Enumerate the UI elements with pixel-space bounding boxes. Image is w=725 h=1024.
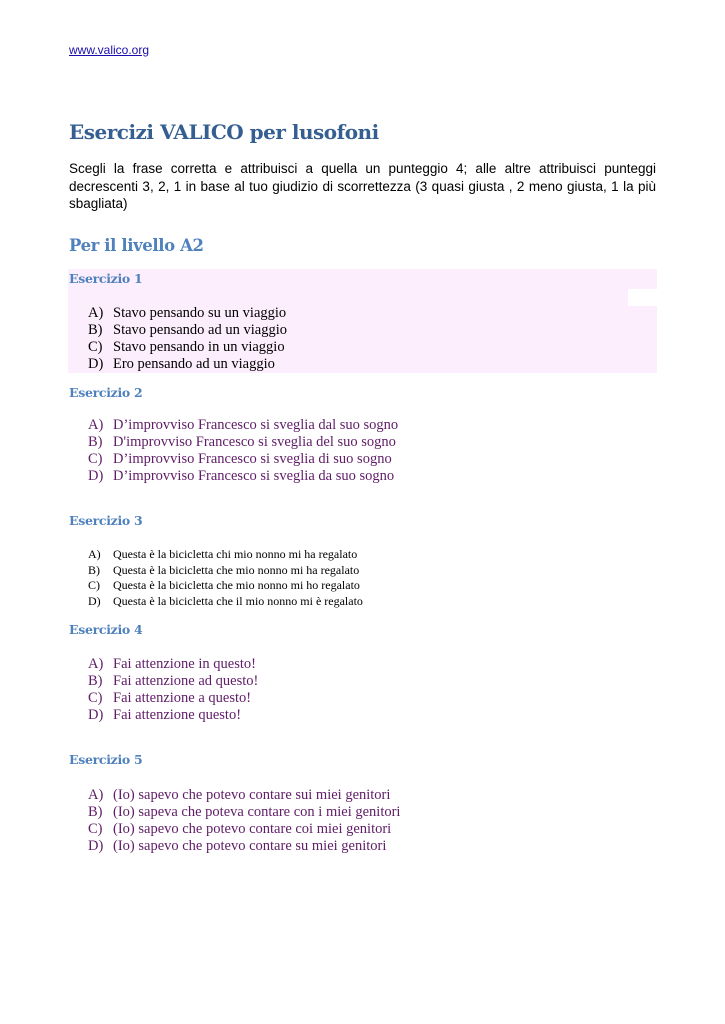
exercise-2-title: Esercizio 2	[69, 385, 143, 400]
exercise-3-options	[88, 547, 363, 609]
list-item: A) Questa è la bicicletta chi mio nonno mi ha regalato	[88, 547, 358, 561]
list-item: A) Fai attenzione in questo!	[88, 656, 256, 672]
list-item: A) (Io) sapevo che potevo contare sui miei genitori	[88, 787, 391, 803]
list-item: B) D'improvviso Francesco si sveglia del suo sogno	[88, 434, 396, 450]
exercise-4-options	[88, 656, 258, 724]
list-item: D) Questa è la bicicletta che il mio nonno mi è regalato	[88, 593, 363, 608]
exercise-1-title: Esercizio 1	[69, 271, 143, 286]
list-item: C) D’improvviso Francesco si sveglia di suo sogno	[88, 451, 392, 467]
exercise-1-options	[88, 305, 287, 373]
exercise-5-title: Esercizio 5	[69, 752, 143, 767]
list-item: B) Stavo pensando ad un viaggio	[88, 322, 287, 338]
exercise-3-title: Esercizio 3	[69, 513, 143, 528]
exercise-1-highlight-gap	[68, 289, 628, 306]
list-item: C) Fai attenzione a questo!	[88, 690, 252, 706]
website-link[interactable]: www.valico.org	[69, 43, 150, 57]
list-item: C) Questa è la bicicletta che mio nonno mi ho regalato	[88, 578, 360, 593]
list-item: B) (Io) sapeva che poteva contare con i miei genitori	[88, 804, 401, 820]
exercise-4-title: Esercizio 4	[69, 622, 143, 637]
list-item: A) D’improvviso Francesco si sveglia dal suo sogno	[88, 417, 399, 433]
list-item: D) Ero pensando ad un viaggio	[88, 356, 275, 372]
exercise-5-options	[88, 787, 400, 855]
exercise-2-options	[88, 417, 398, 485]
list-item: D) (Io) sapevo che potevo contare su miei genitori	[88, 838, 387, 854]
list-item: B) Fai attenzione ad questo!	[88, 673, 259, 689]
instructions-paragraph: Scegli la frase corretta e attribuisci a quella un punteggio 4; alle altre attribuisci punteggi decrescenti 3, 2, 1 in base al tuo giudizio di scorrettezza (3 quasi giusta , 2 meno giusta, 1 la più sbagliata)	[69, 161, 656, 211]
list-item: D) D’improvviso Francesco si sveglia da suo sogno	[88, 468, 395, 484]
list-item: C) Stavo pensando in un viaggio	[88, 339, 285, 355]
list-item: A) Stavo pensando su un viaggio	[88, 305, 287, 321]
list-item: C) (Io) sapevo che potevo contare coi miei genitori	[88, 821, 392, 837]
exercise-1-highlight	[68, 269, 657, 289]
level-heading: Per il livello A2	[69, 236, 204, 255]
page-title: Esercizi VALICO per lusofoni	[69, 120, 379, 144]
list-item: D) Fai attenzione questo!	[88, 707, 242, 723]
list-item: B) Questa è la bicicletta che mio nonno mi ha regalato	[88, 562, 360, 577]
